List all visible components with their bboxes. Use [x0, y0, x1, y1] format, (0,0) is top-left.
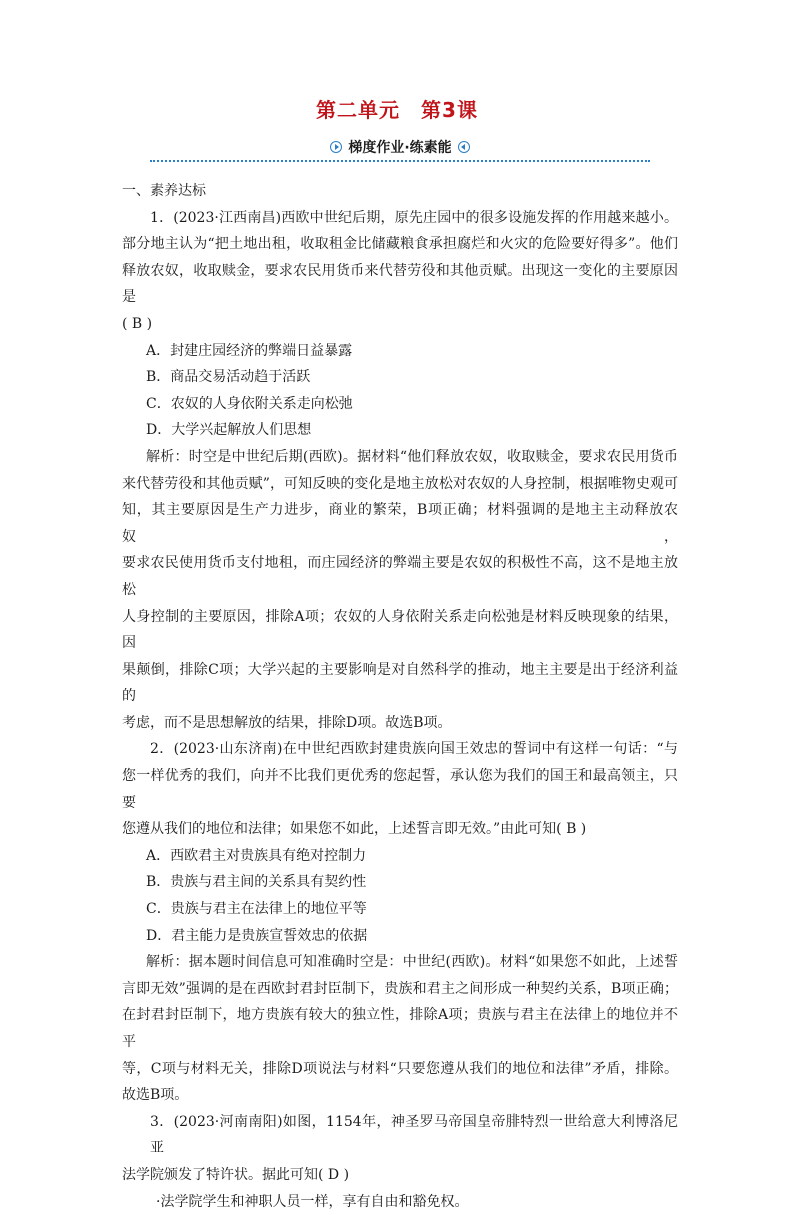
question-2-option-c: C．贵族与君主在法律上的地位平等: [146, 901, 367, 918]
question-1-analysis: 来代替劳役和其他贡赋”，可知反映的变化是地主放松对农奴的人身控制，根据唯物史观可: [122, 475, 678, 492]
question-1-option-c: C．农奴的人身依附关系走向松弛: [146, 395, 353, 412]
question-2-analysis: 在封君封臣制下，地方贵族有较大的独立性，排除A项；贵族与君主在法律上的地位并不平: [122, 1007, 678, 1050]
document-body: [122, 178, 678, 1215]
question-1-analysis: 解析：时空是中世纪后期(西欧)。据材料“他们释放农奴，收取赎金，要求农民用货币: [146, 448, 678, 465]
question-2-analysis: 言即无效”强调的是在西欧封君封臣制下，贵族和君主之间形成一种契约关系，B项正确；: [122, 980, 678, 997]
question-1-analysis: 果颠倒，排除C项；大学兴起的主要影响是对自然科学的推动，地主主要是出于经济利益的: [122, 661, 678, 705]
question-2-analysis: 解析：据本题时间信息可知准确时空是：中世纪(西欧)。材料“如果您不如此，上述誓: [146, 954, 678, 971]
question-1-option-b: B．商品交易活动趋于活跃: [146, 369, 311, 386]
question-1-stem: 部分地主认为“把土地出租，收取租金比储藏粮食承担腐烂和火灾的危险要好得多”。他们: [122, 236, 678, 253]
question-1-analysis: 要求农民使用货币支付地租，而庄园经济的弊端主要是农奴的积极性不高，这不是地主放松: [122, 555, 678, 598]
question-2-stem: 2．(2023·山东济南)在中世纪西欧封建贵族向国王效忠的誓词中有这样一句话：“与: [150, 741, 678, 758]
question-3-material: ·法学院学生和神职人员一样，享有自由和豁免权。: [156, 1193, 469, 1210]
question-2-option-a: A．西欧君主对贵族具有绝对控制力: [146, 847, 367, 864]
banner-label: 梯度作业·练素能: [348, 140, 452, 156]
question-1-analysis: 人身控制的主要原因，排除A项；农奴的人身依附关系走向松弛是材料反映现象的结果，因: [122, 608, 678, 652]
question-1-analysis: 知，其主要原因是生产力进步，商业的繁荣，B项正确；材料强调的是地主主动释放农奴，: [122, 502, 678, 545]
question-1-option-a: A．封建庄园经济的弊端日益暴露: [146, 342, 353, 359]
section-banner: [150, 138, 650, 164]
question-2-option-b: B．贵族与君主间的关系具有契约性: [146, 874, 367, 891]
page-title: 第二单元 第3课: [316, 98, 478, 122]
arrow-right-icon: [330, 141, 342, 153]
question-3-stem: 法学院颁发了特许状。据此可知( D ): [122, 1166, 350, 1183]
dotted-divider: [150, 160, 650, 162]
question-3-stem: 3．(2023·河南南阳)如图，1154年，神圣罗马帝国皇帝腓特烈一世给意大利博洛尼亚: [150, 1113, 678, 1157]
arrow-left-icon: [458, 141, 470, 153]
question-2-option-d: D．君主能力是贵族宣誓效忠的依据: [146, 927, 368, 944]
question-1-stem: 释放农奴，收取赎金，要求农民用货币来代替劳役和其他贡赋。出现这一变化的主要原因是: [122, 262, 678, 306]
question-1-answer: ( B ): [122, 315, 153, 332]
question-2-stem: 您遵从我们的地位和法律；如果您不如此，上述誓言即无效。”由此可知( B ): [122, 821, 587, 838]
section-heading: 一、素养达标: [122, 183, 206, 199]
question-2-stem: 您一样优秀的我们，向并不比我们更优秀的您起誓，承认您为我们的国王和最高领主，只要: [122, 768, 678, 811]
question-1-option-d: D．大学兴起解放人们思想: [146, 422, 312, 439]
question-2-analysis: 等，C项与材料无关，排除D项说法与材料“只要您遵从我们的地位和法律”矛盾，排除。: [122, 1060, 678, 1077]
question-1-analysis: 考虑，而不是思想解放的结果，排除D项。故选B项。: [122, 714, 452, 731]
question-1-stem: 1．(2023·江西南昌)西欧中世纪后期，原先庄园中的很多设施发挥的作用越来越小。: [150, 209, 678, 226]
question-2-analysis: 故选B项。: [122, 1087, 189, 1104]
